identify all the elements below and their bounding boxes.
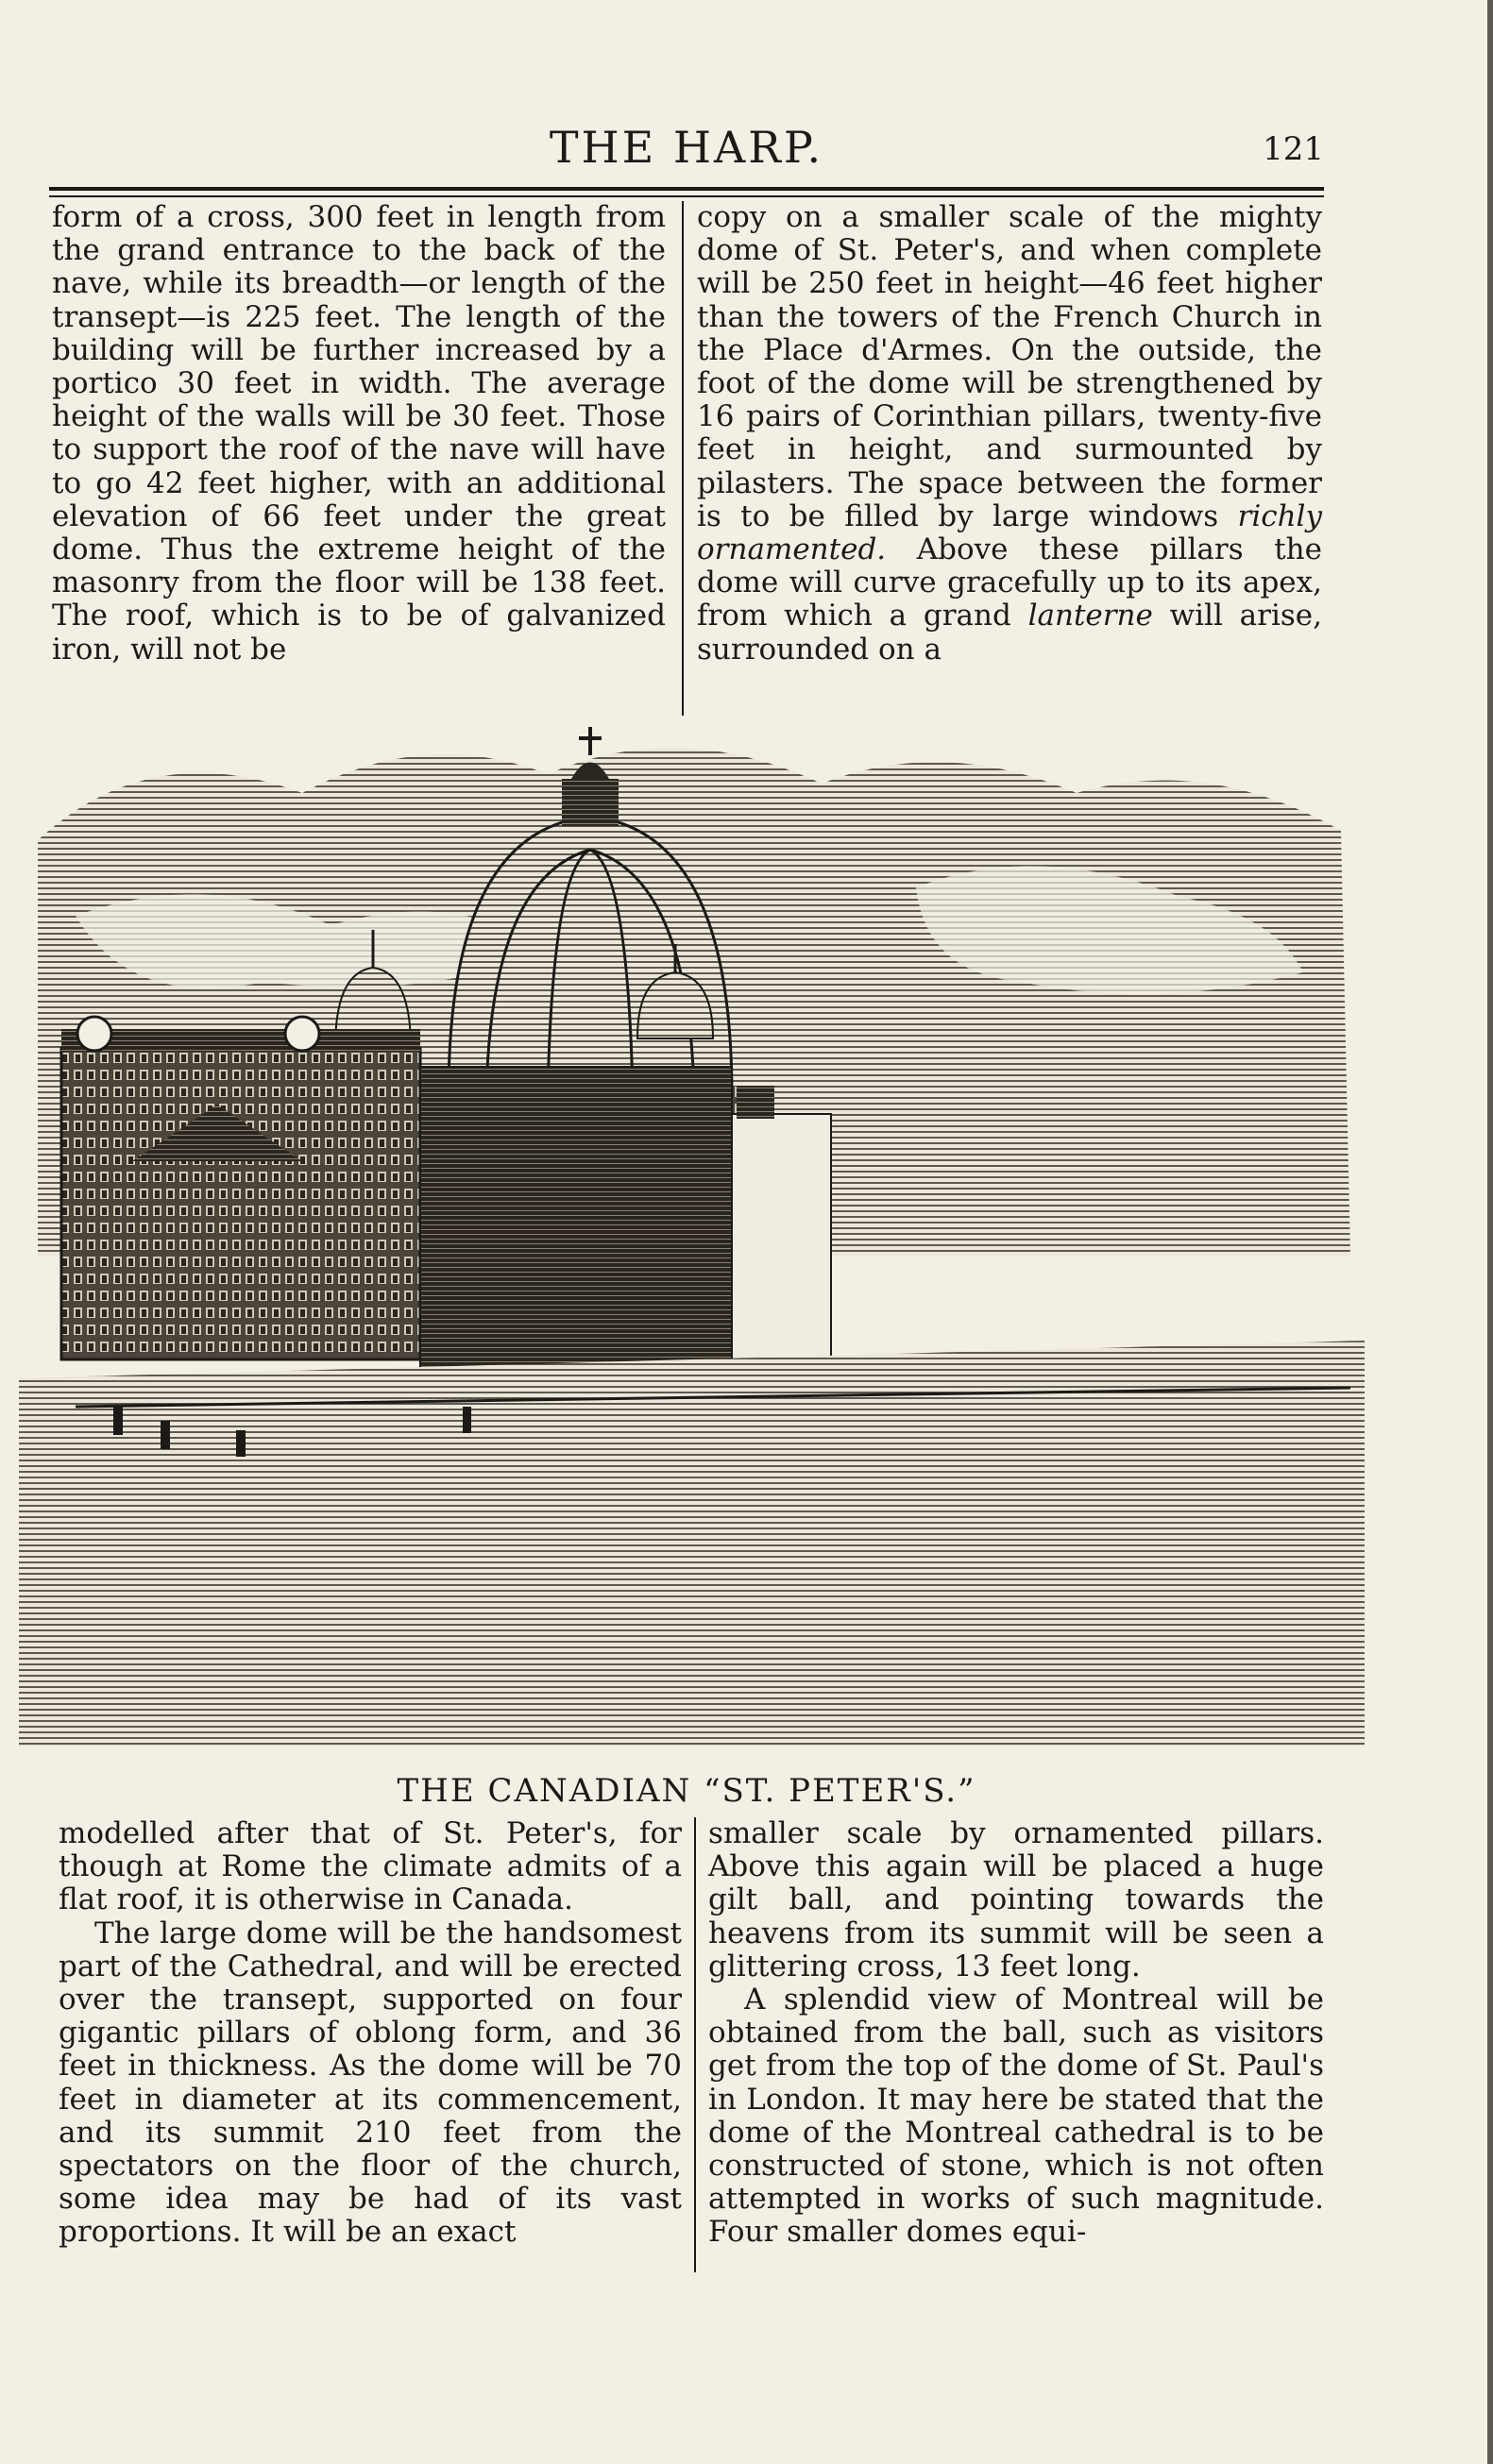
text-segment: Above these pillars the dome will curve gracefully up to its apex, from which a grand: [697, 532, 1322, 633]
italic-phrase: richly ornamented.: [697, 498, 1322, 567]
page-header: [49, 121, 1324, 187]
scan-edge-shadow: [1487, 0, 1493, 2464]
column-divider-top: [682, 201, 684, 716]
figure-caption: THE CANADIAN “ST. PETER'S.”: [397, 1772, 976, 1810]
column-top-left: [52, 201, 666, 706]
running-title: THE HARP.: [549, 122, 824, 173]
header-rule-thin: [49, 195, 1324, 197]
paragraph-bottom-left-1: modelled after that of St. Peter's, for though at Rome the climate admits of a flat roof, it is otherwise in Canada.: [59, 1816, 682, 1917]
column-bottom-left: [59, 1817, 682, 2261]
paragraph-bottom-right-2: A splendid view of Montreal will be obtained from the ball, such as visitors get from the top of the dome of St. Paul's in London. It may here be stated that the dome of the Montreal cathedral is to be constructed of stone, which is not often attempted in works of such magnitude. Four smaller domes equi-: [708, 1983, 1324, 2250]
paragraph-top-left: form of a cross, 300 feet in length from the grand entrance to the back of the nave, while its breadth—or length of the transept—is 225 feet. The length of the building will be further increased by a portico 30 feet in width. The average height of the walls will be 30 feet. Those to support the roof of the nave will have to go 42 feet higher, with an additional elevation of 66 feet under the great dome. Thus the extreme height of the masonry from the floor will be 138 feet. The roof, which is to be of galvanized iron, will not be: [52, 200, 666, 667]
column-bottom-right: [708, 1817, 1324, 2261]
text-segment: copy on a smaller scale of the mighty dome of St. Peter's, and when complete will be 250 feet in height—46 feet higher than the towers of the French Church in the Place d'Armes. On the outside, the foot of the dome will be strengthened by 16 pairs of Corinthian pillars, twenty-five feet in height, and surmounted by pilasters. The space between the former is to be filled by large windows: [697, 200, 1322, 533]
paragraph-bottom-right-1: smaller scale by ornamented pillars. Above this again will be placed a huge gilt ball, and pointing towards the heavens from its summit will be seen a glittering cross, 13 feet long.: [708, 1816, 1324, 1983]
text-segment: will arise, surrounded on a: [697, 599, 1322, 667]
paragraph-top-right: [697, 201, 1322, 667]
column-top-right: [697, 201, 1322, 706]
engraving-illustration: [19, 727, 1365, 1747]
cathedral-engraving: [19, 727, 1365, 1747]
column-divider-bottom: [694, 1817, 696, 2272]
italic-word: lanterne: [1027, 599, 1153, 633]
paragraph-bottom-left-2: The large dome will be the handsomest part of the Cathedral, and will be erected over the transept, supported on four gigantic pillars of oblong form, and 36 feet in thickness. As the dome will be 70 feet in diameter at its commencement, and its summit 210 feet from the spectators on the floor of the church, some idea may be had of its vast proportions. It will be an exact: [59, 1916, 682, 2250]
header-rule-thick: [49, 187, 1324, 191]
page-number: 121: [1263, 130, 1324, 168]
